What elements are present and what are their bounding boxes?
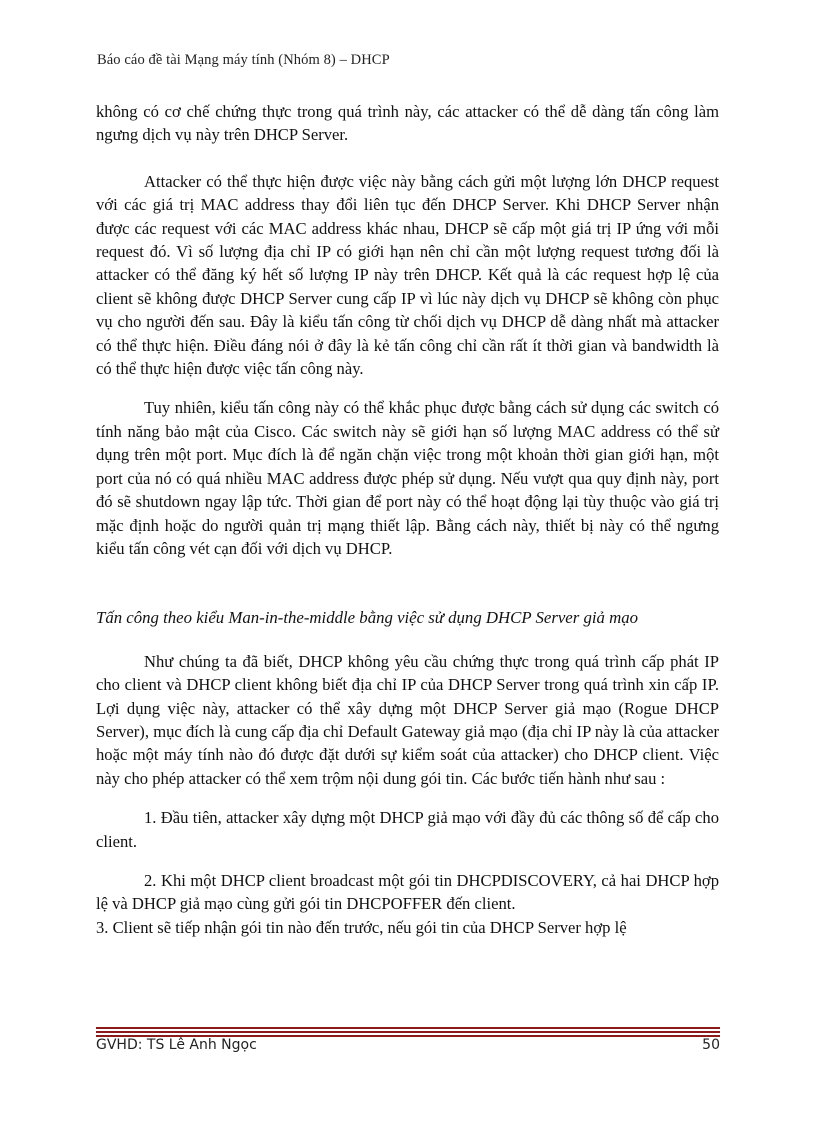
running-header: Báo cáo đề tài Mạng máy tính (Nhóm 8) – DHCP [97,52,390,68]
paragraph-continuation: không có cơ chế chứng thực trong quá trình này, các attacker có thể dễ dàng tấn công làm ngưng dịch vụ này trên DHCP Server. [96,102,719,145]
body-text [96,100,719,939]
page-number: 50 [702,1037,720,1053]
footer-rule-line [96,1031,720,1033]
paragraph-mitigation: Tuy nhiên, kiểu tấn công này có thể khắc phục được bằng cách sử dụng các switch có tính năng bảo mật của Cisco. Các switch này sẽ giới hạn số lượng MAC address có thể sử dụng trên một port. Mục đích là để ngăn chặn việc trong một khoản thời gian giới hạn, một port của nó có quá nhiều MAC address được phép sử dụng. Nếu vượt qua quy định này, port đó sẽ shutdown ngay lập tức. Thời gian để port này có thể hoạt động lại tùy thuộc vào giá trị mặc định hoặc do người quản trị mạng thiết lập. Bằng cách này, thiết bị này có thể ngưng kiểu tấn công vét cạn đối với dịch vụ DHCP. [96,398,719,558]
paragraph-attack-description: Attacker có thể thực hiện được việc này bằng cách gửi một lượng lớn DHCP request với các giá trị MAC address thay đổi liên tục đến DHCP Server. Khi DHCP Server nhận được các request với các MAC address khác nhau, DHCP sẽ cấp một giá trị IP ứng với mỗi request đó. Vì số lượng địa chỉ IP có giới hạn nên chỉ cần một lượng request tương đối là attacker có thể đăng ký hết số lượng IP này trên DHCP. Kết quả là các request hợp lệ của client sẽ không được DHCP Server cung cấp IP vì lúc này dịch vụ DHCP sẽ không còn phục vụ cho người đến sau. Đây là kiểu tấn công từ chối dịch vụ DHCP dễ dàng nhất mà attacker có thể thực hiện. Điều đáng nói ở đây là kẻ tấn công chỉ cần rất ít thời gian và bandwidth là có thể thực hiện được việc tấn công này. [96,171,719,379]
footer-rule-line [96,1027,720,1029]
footer-supervisor: GVHD: TS Lê Anh Ngọc [96,1037,257,1053]
list-item-step-3: 3. Client sẽ tiếp nhận gói tin nào đến trước, nếu gói tin của DHCP Server hợp lệ [96,917,627,937]
list-item-step-1: 1. Đầu tiên, attacker xây dựng một DHCP giả mạo với đầy đủ các thông số để cấp cho client. [96,808,719,851]
paragraph-mitm-intro: Như chúng ta đã biết, DHCP không yêu cầu chứng thực trong quá trình cấp phát IP cho client và DHCP client không biết địa chỉ IP của DHCP Server trong quá trình xin cấp IP. Lợi dụng việc này, attacker có thể xây dựng một DHCP Server giả mạo (Rogue DHCP Server), mục đích là cung cấp địa chỉ Default Gateway giả mạo (địa chỉ IP này là của attacker hoặc một máy tính nào đó được đặt dưới sự kiểm soát của attacker) cho DHCP client. Việc này cho phép attacker có thể xem trộm nội dung gói tin. Các bước tiến hành như sau : [96,651,719,788]
section-heading: Tấn công theo kiểu Man-in-the-middle bằng việc sử dụng DHCP Server giả mạo [96,608,639,628]
list-item-step-2: 2. Khi một DHCP client broadcast một gói tin DHCPDISCOVERY, cả hai DHCP hợp lệ và DHCP giả mạo cùng gửi gói tin DHCPOFFER đến client. [96,870,719,914]
